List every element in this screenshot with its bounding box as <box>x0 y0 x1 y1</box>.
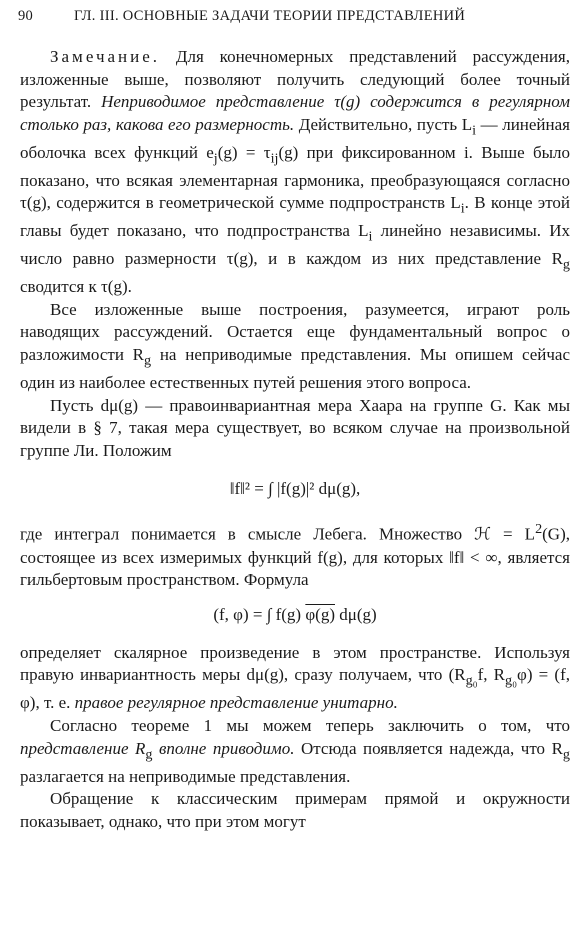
page-body <box>20 46 570 833</box>
paragraph-theorem: Согласно теореме 1 мы можем теперь заключить о том, что представление $R_g$ вполне приводимо. Отсюда появляется надежда, что $R_g$ разлагается на неприводимые представления. <box>20 716 570 786</box>
paragraph-examples: Обращение к классическим примерам прямой и окружности показывает, однако, что при этом могут <box>20 789 570 831</box>
unitary-statement: правое регулярное представление унитарно. <box>74 693 398 713</box>
page-number: 90 <box>18 8 34 24</box>
running-title: ГЛ. III. ОСНОВНЫЕ ЗАДАЧИ ТЕОРИИ ПРЕДСТАВЛЕНИЙ <box>74 8 466 24</box>
paragraph-scalar-product: определяет скалярное произведение в этом пространстве. Используя правую инвариантность меры dμ(g), сразу получаем, что ($R_{g_0}f$, $R_{g_0}\varphi) = (f$, φ), т. е. правое регулярное представление унитарно. <box>20 642 571 713</box>
remark-label: Замечание. <box>50 47 161 66</box>
remark-statement: Неприводимое представление τ(g) содержится в регулярном столько раз, какова его размерность. <box>20 92 570 134</box>
paragraph-hilbert-space: где интеграл понимается в смысле Лебега. Множество ℋ = $L^2(G)$, состоящее из всех измеримых функций f(g), для которых ‖f‖ < ∞, является гильбертовым пространством. Формула <box>20 521 570 590</box>
paragraph-construction: Все изложенные выше построения, разумеется, играют роль наводящих рассуждений. Остается еще фундаментальный вопрос о разложимости $R_g$ на неприводимые представления. Мы опишем сейчас один из наиболее естественных путей решения этого вопроса. <box>20 299 570 393</box>
paragraph-remark: Замечание. Для конечномерных представлений рассуждения, изложенные выше, позволяют получить следующий более точный результат. Неприводимое представление τ(g) содержится в регулярном столько раз, какова его размерность. Действительно, пусть $L_i$ — линейная оболочка всех функций $e_j(g) = \tau_{ij}(g)$ при фиксированном i. Выше было показано, что всякая элементарная гармоника, преобразующаяся согласно τ(g), содержится в геометрической сумме подпространств $L_i$. В конце этой главы будет показано, что подпространства $L_i$ линейно независимы. Их число равно размерности τ(g), и в каждом из них представление $R_g$ сводится к τ(g). <box>20 47 570 297</box>
paragraph-haar-measure: Пусть dμ(g) — правоинвариантная мера Хаара на группе G. Как мы видели в § 7, такая мера существует, во всяком случае на произвольной группе Ли. Положим <box>20 395 570 460</box>
running-header <box>18 8 566 32</box>
formula-inner-product: (f, φ) = ∫ f(g) φ(g) dμ(g) <box>213 604 377 624</box>
formula-norm: ‖f‖² = ∫ |f(g)|² dμ(g), <box>229 479 361 499</box>
